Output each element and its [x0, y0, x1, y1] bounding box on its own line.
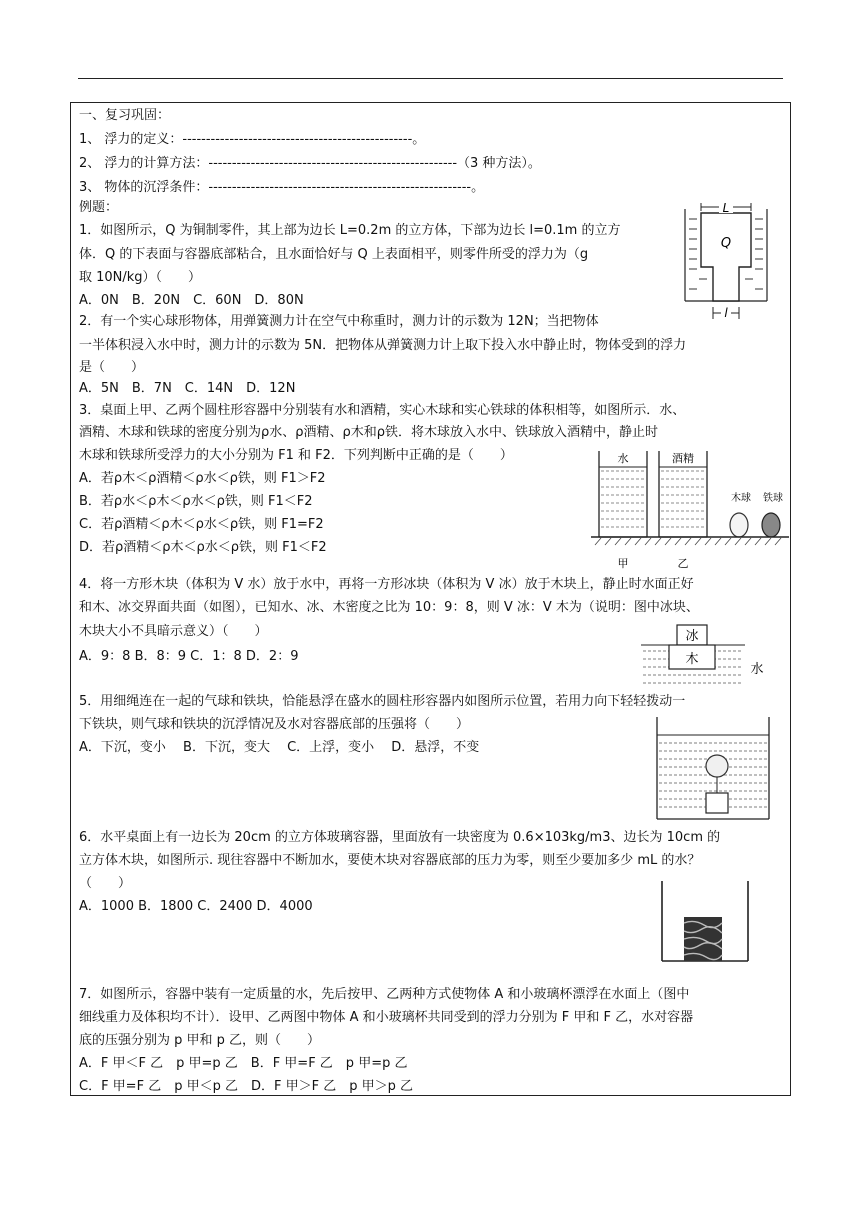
q3-stem-line-3: 木球和铁球所受浮力的大小分别为 F1 和 F2．下列判断中正确的是（ ）	[79, 448, 513, 463]
q3-option-a: A．若ρ木＜ρ酒精＜ρ水＜ρ铁，则 F1＞F2	[79, 471, 326, 486]
q3-fig-water-label: 水	[617, 452, 629, 465]
q7-options-line-1: A．F 甲＜F 乙 p 甲=p 乙 B．F 甲=F 乙 p 甲=p 乙	[79, 1056, 408, 1071]
q2-stem-line-2: 一半体积浸入水中时，测力计的示数为 5N．把物体从弹簧测力计上取下投入水中静止时，物体受到的浮力	[79, 338, 687, 353]
q3-fig-jia-label: 甲	[617, 557, 629, 570]
review-item-2: 2、 浮力的计算方法：-----------------------------------------------------（3 种方法）。	[79, 156, 541, 171]
header-rule	[78, 78, 783, 79]
q5-options: A．下沉，变小 B．下沉，变大 C．上浮，变小 D．悬浮，不变	[79, 740, 480, 755]
q2-options: A．5N B．7N C．14N D．12N	[79, 381, 296, 396]
q7-stem-line-1: 7．如图所示，容器中装有一定质量的水，先后按甲、乙两种方式使物体 A 和小玻璃杯漂浮在水面上（图中	[79, 987, 690, 1002]
q3-stem-line-2: 酒精、木球和铁球的密度分别为ρ水、ρ酒精、ρ木和ρ铁．将木球放入水中、铁球放入酒精中，静止时	[79, 425, 659, 440]
examples-heading: 例题：	[79, 200, 119, 215]
q1-options: A．0N B．20N C．60N D．80N	[79, 293, 304, 308]
q6-figure	[660, 879, 752, 963]
q1-fig-q-label: Q	[720, 236, 732, 251]
q1-fig-L-label: L	[722, 201, 730, 215]
q4-figure	[639, 621, 774, 691]
q3-stem-line-1: 3．桌面上甲、乙两个圆柱形容器中分别装有水和酒精，实心木球和实心铁球的体积相等，如图所示．水、	[79, 403, 686, 418]
q4-fig-water-label: 水	[750, 662, 764, 677]
q1-figure	[683, 201, 769, 321]
review-item-1: 1、 浮力的定义：-------------------------------------------------。	[79, 132, 426, 147]
review-heading: 一、复习巩固：	[79, 108, 171, 123]
q4-stem-line-2: 和木、冰交界面共面（如图），已知水、冰、木密度之比为 10：9：8，则 V 冰：V 木为（说明：图中冰块、	[79, 600, 699, 615]
q4-fig-wood-label: 木	[685, 652, 699, 667]
q3-fig-iron-label: 铁球	[763, 493, 783, 504]
q6-stem-line-1: 6．水平桌面上有一边长为 20cm 的立方体玻璃容器，里面放有一块密度为 0.6×103kg/m3、边长为 10cm 的	[79, 830, 721, 845]
q5-stem-line-2: 下铁块，则气球和铁块的沉浮情况及水对容器底部的压强将（ ）	[79, 717, 470, 732]
q5-stem-line-1: 5．用细绳连在一起的气球和铁块，恰能悬浮在盛水的圆柱形容器内如图所示位置，若用力向下轻轻拨动一	[79, 694, 686, 709]
q3-option-b: B．若ρ水＜ρ木＜ρ水＜ρ铁，则 F1＜F2	[79, 494, 313, 509]
q3-fig-yi-label: 乙	[677, 557, 689, 570]
q7-stem-line-3: 底的压强分别为 p 甲和 p 乙，则（ ）	[79, 1033, 321, 1048]
q7-stem-line-2: 细线重力及体积均不计）．设甲、乙两图中物体 A 和小玻璃杯共同受到的浮力分别为 F 甲和 F 乙，水对容器	[79, 1010, 694, 1025]
q4-stem-line-3: 木块大小不具暗示意义）（ ）	[79, 624, 268, 639]
q2-stem-line-1: 2．有一个实心球形物体，用弹簧测力计在空气中称重时，测力计的示数为 12N；当把物体	[79, 314, 599, 329]
q6-stem-line-3: （ ）	[79, 876, 132, 891]
q3-figure	[591, 445, 789, 571]
q5-figure	[655, 715, 773, 821]
q1-stem-line-2: 体．Q 的下表面与容器底部粘合，且水面恰好与 Q 上表面相平，则零件所受的浮力为（g	[79, 247, 589, 262]
q2-stem-line-3: 是（ ）	[79, 360, 145, 375]
q3-option-c: C．若ρ酒精＜ρ木＜ρ水＜ρ铁，则 F1=F2	[79, 517, 324, 532]
q1-stem-line-1: 1．如图所示，Q 为铜制零件，其上部为边长 L=0.2m 的立方体，下部为边长 l=0.1m 的立方	[79, 223, 621, 238]
q1-stem-line-3: 取 10N/kg）（ ）	[79, 270, 202, 285]
review-item-3: 3、 物体的沉浮条件：--------------------------------------------------------。	[79, 180, 485, 195]
q1-fig-l-label: l	[724, 306, 728, 320]
q7-options-line-2: C．F 甲=F 乙 p 甲＜p 乙 D．F 甲＞F 乙 p 甲＞p 乙	[79, 1079, 413, 1094]
q3-fig-wood-label: 木球	[731, 493, 751, 504]
q6-stem-line-2: 立方体木块，如图所示. 现往容器中不断加水，要使木块对容器底部的压力为零，则至少要加多少 mL 的水？	[79, 853, 701, 868]
q4-fig-ice-label: 冰	[685, 629, 699, 644]
q6-options: A．1000 B．1800 C．2400 D．4000	[79, 899, 313, 914]
worksheet-frame	[70, 102, 791, 1096]
q3-option-d: D．若ρ酒精＜ρ木＜ρ水＜ρ铁，则 F1＜F2	[79, 540, 327, 555]
q3-fig-alcohol-label: 酒精	[672, 452, 694, 465]
q4-stem-line-1: 4．将一方形木块（体积为 V 水）放于水中，再将一方形冰块（体积为 V 冰）放于木块上，静止时水面正好	[79, 577, 694, 592]
q4-options: A．9：8 B．8：9 C．1：8 D．2：9	[79, 649, 299, 664]
